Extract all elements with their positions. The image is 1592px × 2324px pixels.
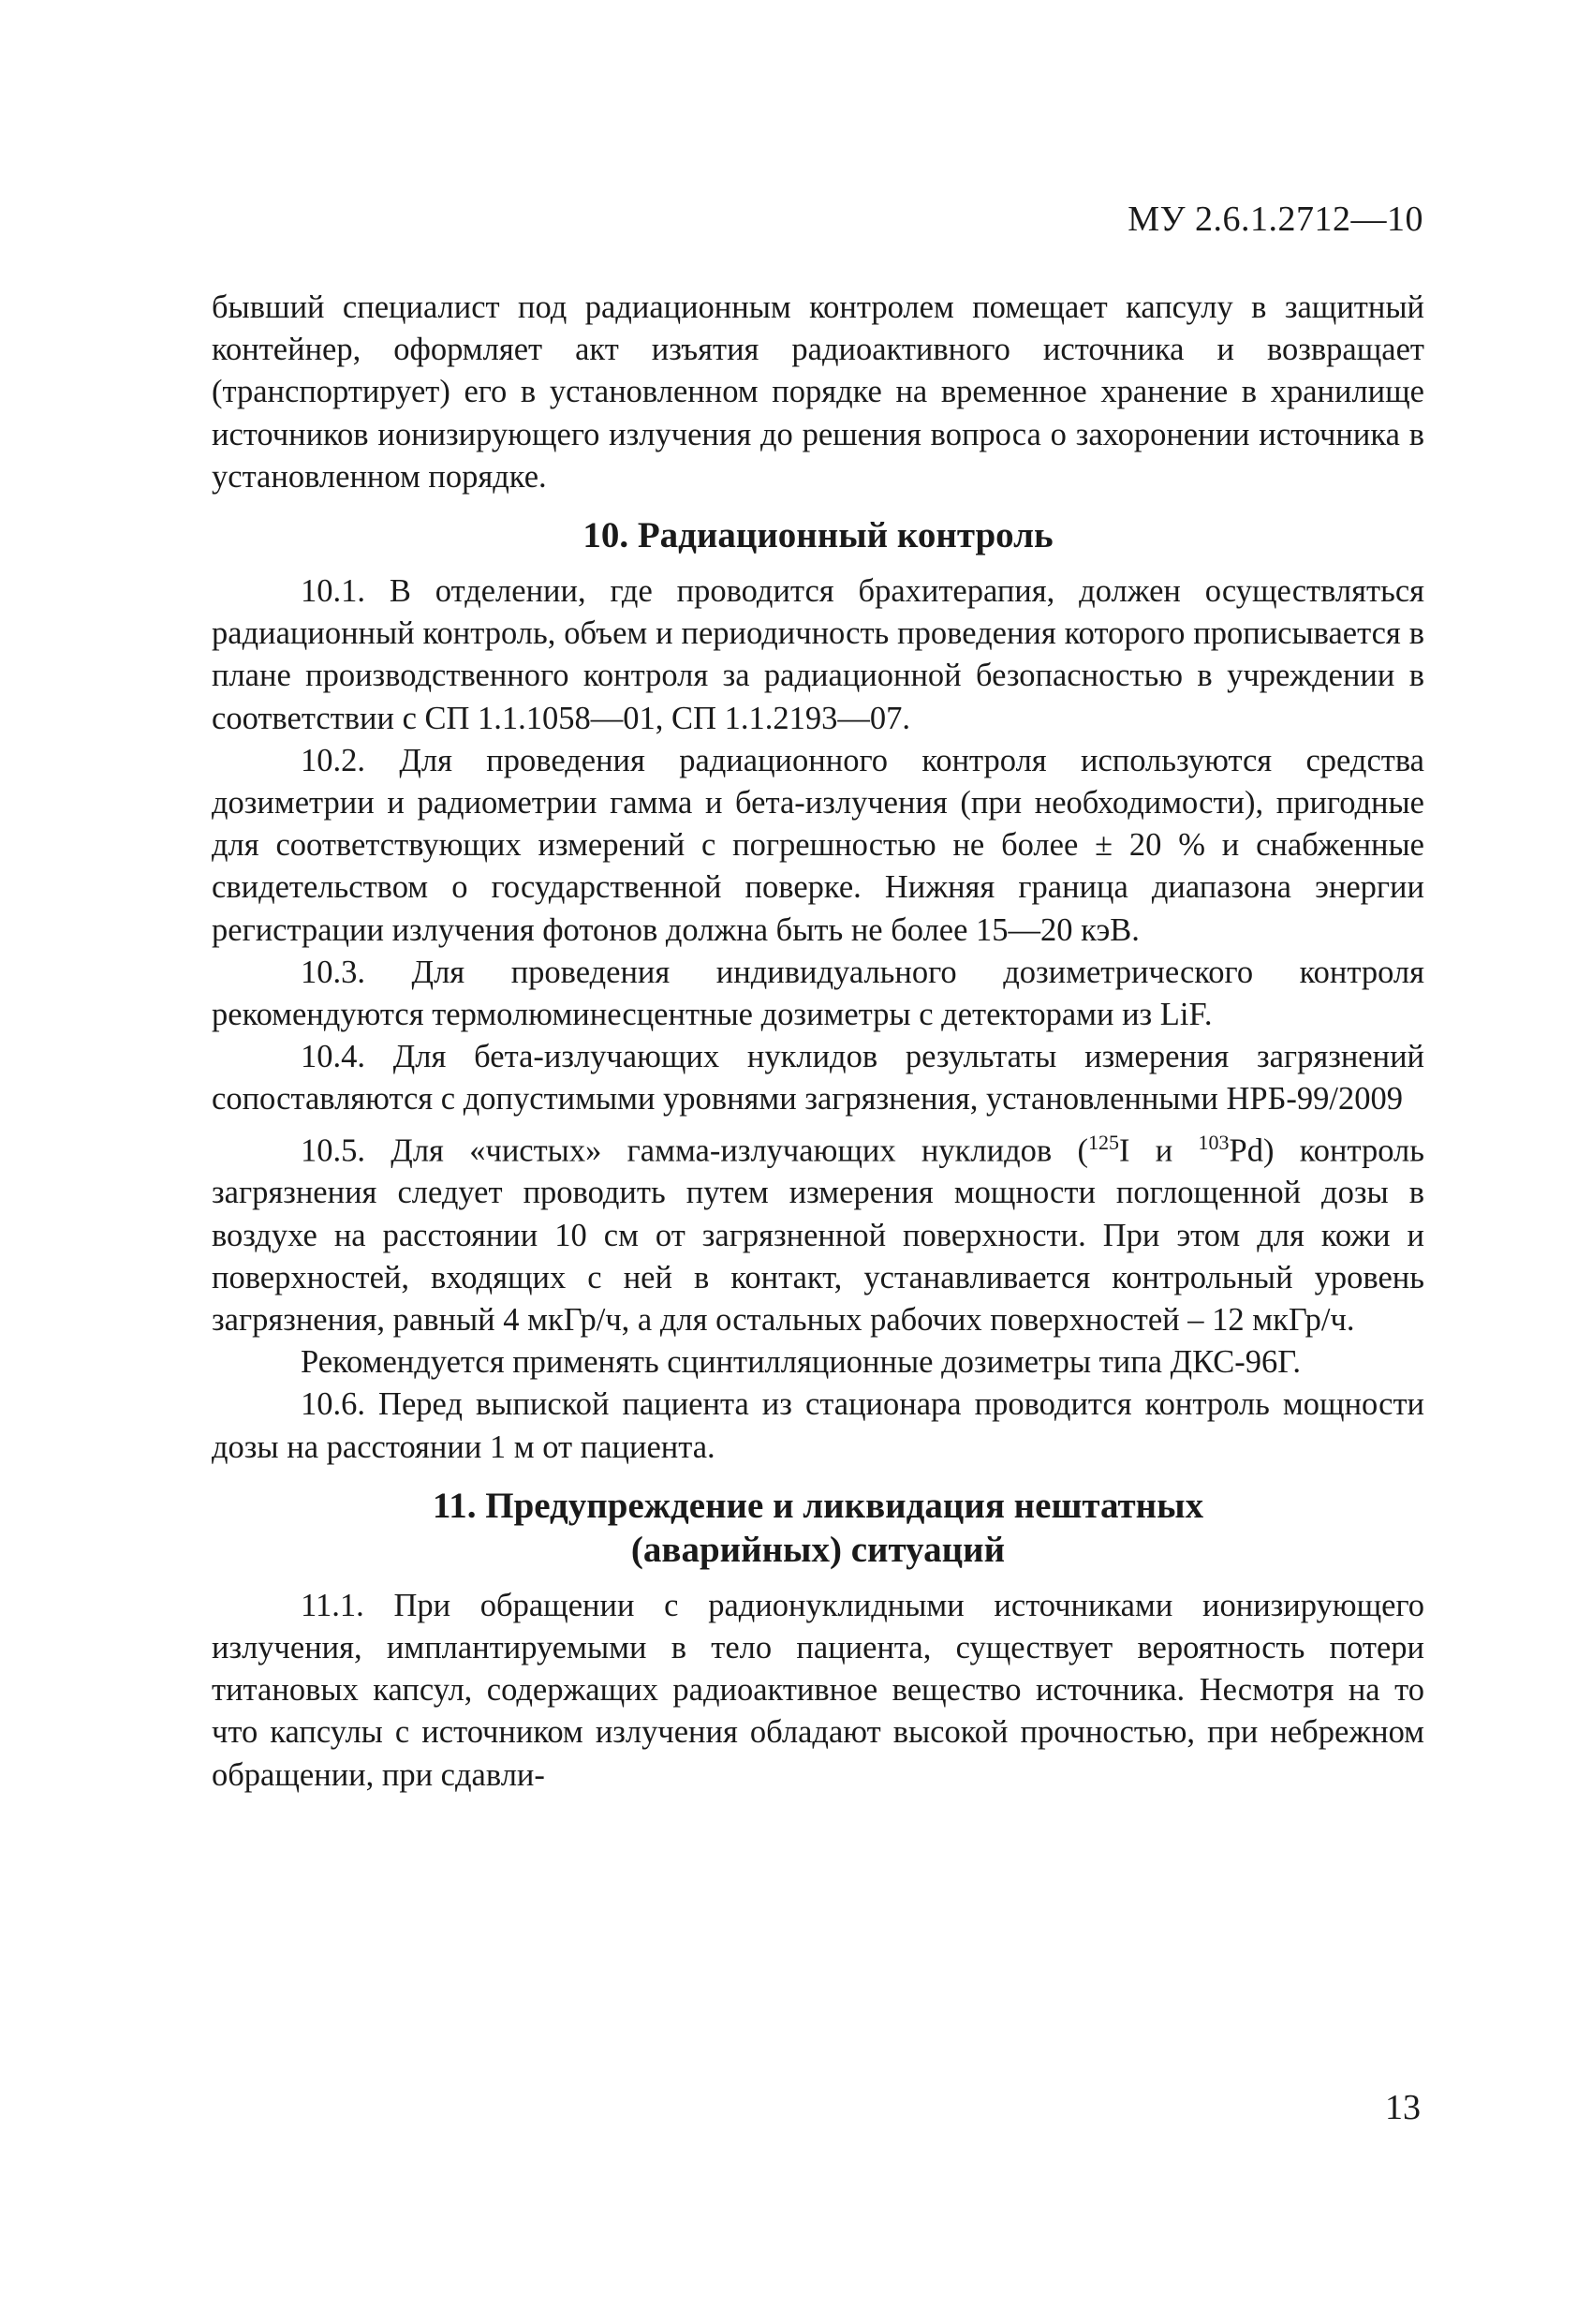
paragraph-11-1: 11.1. При обращении с радионуклидными источниками ионизирующего излучения, имплантируемыми в тело пациента, существует вероятность потери титановых капсул, содержащих радиоактивное вещество источника. Несмотря на то что капсулы с источником излучения обладают высокой прочностью, при небрежном обращении, при сдавли- (212, 1587, 1424, 1793)
paragraph-10-6: 10.6. Перед выпиской пациента из стационара проводится контроль мощности дозы на расстоянии 1 м от пациента. (212, 1386, 1424, 1465)
section-11-title-line-1: 11. Предупреждение и ликвидация нештатных (432, 1485, 1204, 1526)
page-content (212, 287, 1424, 1797)
paragraph-10-3: 10.3. Для проведения индивидуального дозиметрического контроля рекомендуются термолюминесцентные дозиметры с детекторами из LiF. (212, 954, 1424, 1033)
intro-paragraph: бывший специалист под радиационным контролем помещает капсулу в защитный контейнер, оформляет акт изъятия радиоактивного источника и возвращает (транспортирует) его в установленном порядке на временное хранение в хранилище источников ионизирующего излучения до решения вопроса о захоронении источника в установленном порядке. (212, 289, 1424, 495)
iodine-symbol: I и (1118, 1132, 1199, 1169)
paragraph-10-5-end: Pd) контроль загрязнения следует проводить путем измерения мощности поглощенной дозы в воздухе на расстоянии 10 см от загрязненной поверхности. При этом для кожи и поверхностей, входящих с ней в контакт, устанавливается контрольный уровень загрязнения, равный 4 мкГр/ч, а для остальных рабочих поверхностей – 12 мкГр/ч. (212, 1132, 1424, 1338)
document-code: МУ 2.6.1.2712—10 (1128, 200, 1423, 239)
page-number: 13 (1385, 2088, 1421, 2127)
section-11-title (212, 1484, 1424, 1572)
paragraph-10-2: 10.2. Для проведения радиационного контроля используются средства дозиметрии и радиометрии гамма и бета-излучения (при необходимости), пригодные для соответствующих измерений с погрешностью не более ± 20 % и снабженные свидетельством о государственной поверке. Нижняя граница диапазона энергии регистрации излучения фотонов должна быть не более 15—20 кэВ. (212, 742, 1424, 948)
section-11-title-line-2: (аварийных) ситуаций (630, 1529, 1006, 1570)
paragraph-10-4: 10.4. Для бета-излучающих нуклидов результаты измерения загрязнений сопоставляются с допустимыми уровнями загрязнения, установленными НРБ-99/2009 (212, 1039, 1424, 1118)
palladium-mass-number: 103 (1198, 1130, 1230, 1154)
iodine-mass-number: 125 (1087, 1130, 1119, 1154)
section-10-title: 10. Радиационный контроль (582, 515, 1054, 556)
paragraph-10-5-recommendation: Рекомендуется применять сцинтилляционные дозиметры типа ДКС-96Г. (301, 1344, 1301, 1381)
paragraph-10-5 (212, 1121, 1424, 1342)
paragraph-10-5-start: 10.5. Для «чистых» гамма-излучающих нуклидов ( (301, 1132, 1088, 1169)
paragraph-10-1: 10.1. В отделении, где проводится брахитерапия, должен осуществляться радиационный контроль, объем и периодичность проведения которого прописывается в плане производственного контроля за радиационной безопасностью в учреждении в соответствии с СП 1.1.1058—01, СП 1.1.2193—07. (212, 573, 1424, 736)
